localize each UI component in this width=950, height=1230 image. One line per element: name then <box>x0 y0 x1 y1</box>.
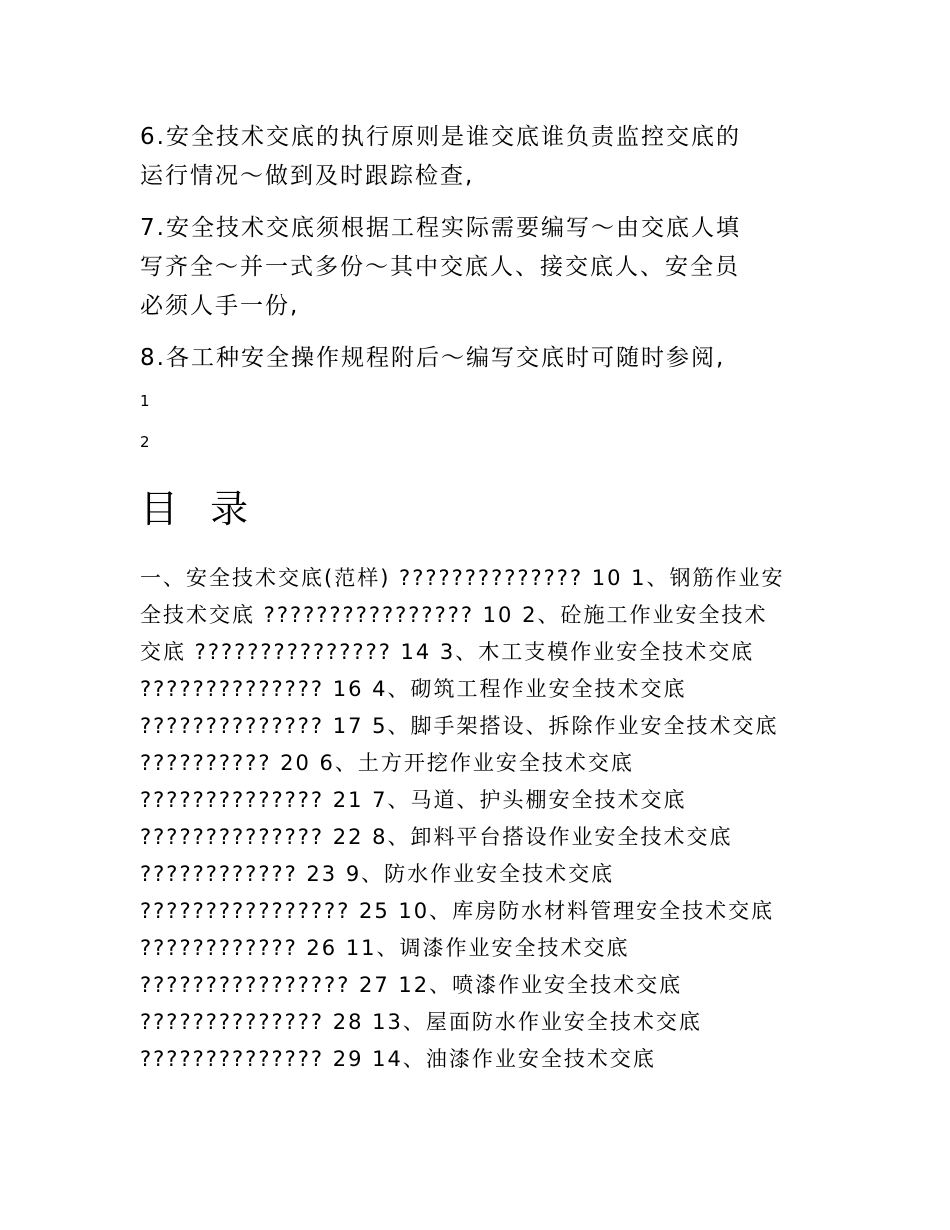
toc-line: ???????????????? 25 10、库房防水材料管理安全技术交底 <box>140 899 775 923</box>
toc-line: 全技术交底 ???????????????? 10 2、砼施工作业安全技术 <box>140 603 768 627</box>
toc-line: ?????????????? 28 13、屋面防水作业安全技术交底 <box>140 1010 702 1034</box>
toc-line: ???????????? 26 11、调漆作业安全技术交底 <box>140 936 630 960</box>
text-line: 6.安全技术交底的执行原则是谁交底谁负责监控交底的 <box>140 124 741 150</box>
paragraph-item-8 <box>140 339 820 378</box>
text-line: 运行情况～做到及时跟踪检查, <box>140 163 475 189</box>
page-number: 1 <box>140 392 150 410</box>
text-line: 写齐全～并一式多份～其中交底人、接交底人、安全员 <box>140 254 740 280</box>
toc-line: ?????????????? 22 8、卸料平台搭设作业安全技术交底 <box>140 825 733 849</box>
text-line: 7.安全技术交底须根据工程实际需要编写～由交底人填 <box>140 215 741 241</box>
text-line: 必须人手一份, <box>140 293 300 319</box>
toc-line: ???????????????? 27 12、喷漆作业安全技术交底 <box>140 973 683 997</box>
toc-line: ?????????? 20 6、土方开挖作业安全技术交底 <box>140 751 634 775</box>
toc-line: 一、安全技术交底(范样) ?????????????? 10 1、钢筋作业安 <box>140 566 785 590</box>
toc-line: ?????????????? 16 4、砌筑工程作业安全技术交底 <box>140 677 687 701</box>
toc-line: 交底 ??????????????? 14 3、木工支模作业安全技术交底 <box>140 640 755 664</box>
toc-line: ?????????????? 17 5、脚手架搭设、拆除作业安全技术交底 <box>140 714 779 738</box>
toc-line: ???????????? 23 9、防水作业安全技术交底 <box>140 862 615 886</box>
text-line: 8.各工种安全操作规程附后～编写交底时可随时参阅, <box>140 345 726 371</box>
toc-title: 目 录 <box>140 487 259 531</box>
paragraph-item-6 <box>140 118 820 196</box>
page-number: 2 <box>140 433 150 451</box>
toc-line: ?????????????? 29 14、油漆作业安全技术交底 <box>140 1047 656 1071</box>
document-page <box>140 118 820 1078</box>
table-of-contents <box>140 560 820 1078</box>
paragraph-item-7 <box>140 209 820 326</box>
toc-line: ?????????????? 21 7、马道、护头棚安全技术交底 <box>140 788 687 812</box>
